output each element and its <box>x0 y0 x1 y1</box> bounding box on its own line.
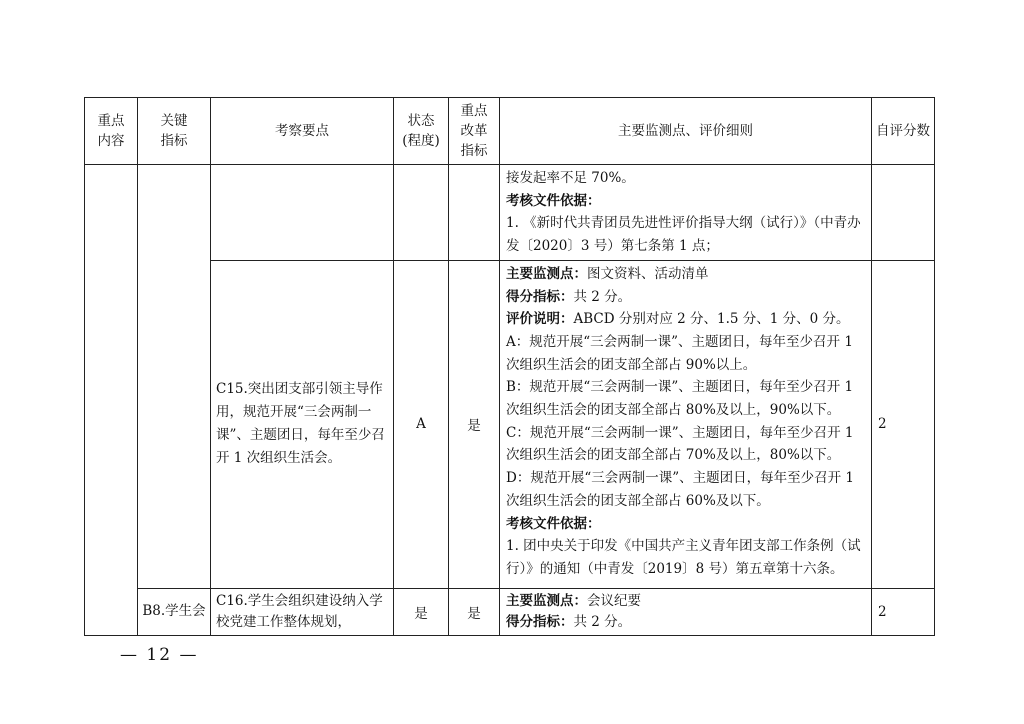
grade-c: C：规范开展“三会两制一课”、主题团日，每年至少召开 1 次组织生活会的团支部全部占 70%及以上，80%以下。 <box>506 424 854 464</box>
status-cell <box>394 165 449 261</box>
header-key-indicator: 关键 指标 <box>138 98 211 165</box>
status-cell: A <box>394 260 449 588</box>
eval-text: ABCD 分别对应 2 分、1.5 分、1 分、0 分。 <box>573 311 850 328</box>
status-cell: 是 <box>394 588 449 635</box>
reform-cell: 是 <box>449 588 500 635</box>
self-score-cell: 2 <box>872 588 935 635</box>
score-text: 共 2 分。 <box>573 613 632 630</box>
header-key-content: 重点 内容 <box>85 98 138 165</box>
table-row <box>85 260 935 588</box>
page-number: — 12 — <box>120 645 199 665</box>
score-label: 得分指标： <box>506 288 574 305</box>
score-label: 得分指标： <box>506 613 574 630</box>
grade-a: A：规范开展“三会两制一课”、主题团日，每年至少召开 1 次组织生活会的团支部全部占 90%以上。 <box>506 333 853 373</box>
evaluation-table <box>84 97 935 636</box>
points-cell: C16.学生会组织建设纳入学校党建工作整体规划， <box>211 588 394 635</box>
basis-label: 考核文件依据： <box>506 515 601 532</box>
header-reform: 重点 改革 指标 <box>449 98 500 165</box>
basis-text: 1. 《新时代共青团员先进性评价指导大纲（试行）》（中青办发〔2020〕3 号）第七条第 1 点； <box>506 215 861 255</box>
points-cell: C15.突出团支部引领主导作用，规范开展“三会两制一课”、主题团日，每年至少召开 1 次组织生活会。 <box>211 260 394 588</box>
header-self-score: 自评分数 <box>872 98 935 165</box>
score-text: 共 2 分。 <box>573 288 632 305</box>
table-row <box>85 165 935 261</box>
self-score-cell <box>872 165 935 261</box>
monitor-text: 图文资料、活动清单 <box>587 265 709 282</box>
basis-text: 1. 团中央关于印发《中国共产主义青年团支部工作条例（试行）》的通知（中青发〔2019〕8 号）第五章第十六条。 <box>506 538 861 577</box>
key-indicator-cell: B8.学生会 <box>138 588 211 635</box>
grade-b: B：规范开展“三会两制一课”、主题团日，每年至少召开 1 次组织生活会的团支部全部占 80%及以上，90%以下。 <box>506 379 854 419</box>
monitor-label: 主要监测点： <box>506 265 587 282</box>
self-score-cell: 2 <box>872 260 935 588</box>
header-row <box>85 98 935 165</box>
monitor-label: 主要监测点： <box>506 592 587 609</box>
monitoring-cell <box>500 260 872 588</box>
reform-cell <box>449 165 500 261</box>
header-status: 状态 (程度) <box>394 98 449 165</box>
continuation-text: 接发起率不足 70%。 <box>506 170 635 186</box>
header-points: 考察要点 <box>211 98 394 165</box>
table-row <box>85 588 935 635</box>
header-monitoring: 主要监测点、评价细则 <box>500 98 872 165</box>
monitoring-cell <box>500 588 872 635</box>
grade-d: D：规范开展“三会两制一课”、主题团日，每年至少召开 1 次组织生活会的团支部全部占 60%及以下。 <box>506 470 855 509</box>
eval-label: 评价说明： <box>506 311 574 328</box>
key-indicator-cell <box>138 165 211 589</box>
reform-cell: 是 <box>449 260 500 588</box>
key-content-cell <box>85 165 138 636</box>
monitoring-cell <box>500 165 872 261</box>
points-cell <box>211 165 394 261</box>
basis-label: 考核文件依据： <box>506 192 601 209</box>
monitor-text: 会议纪要 <box>587 592 641 609</box>
